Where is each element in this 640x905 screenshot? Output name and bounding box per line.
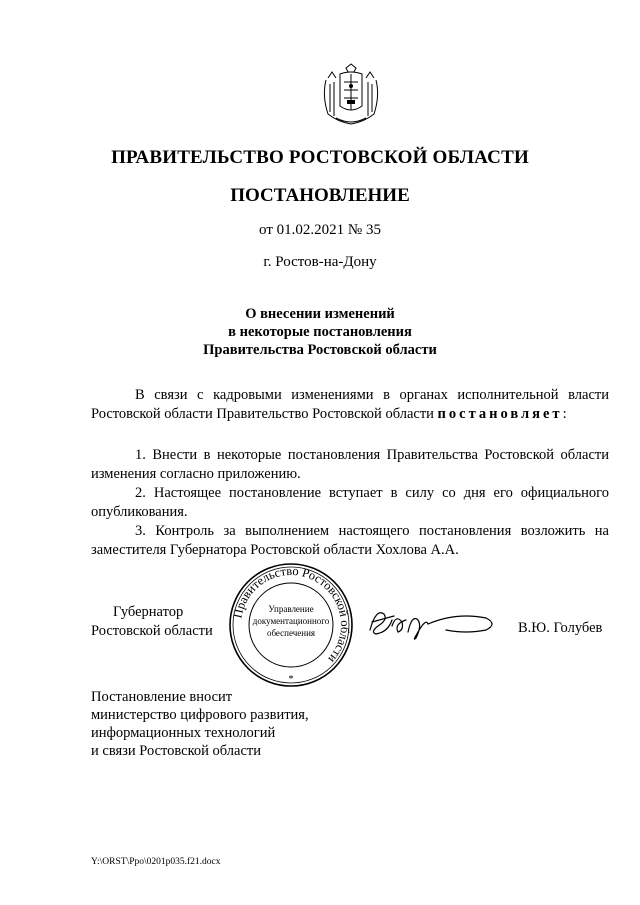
subject-line-3: Правительства Ростовской области (203, 342, 437, 358)
resolution-items (91, 446, 609, 560)
preamble-verb: постановляет (437, 406, 563, 422)
note-line-4: и связи Ростовской области (91, 743, 262, 759)
note-line-1: Постановление вносит (91, 689, 233, 705)
handwritten-signature (366, 602, 498, 642)
resolution-item: 1. Внести в некоторые постановления Правительства Ростовской области изменения согласно приложению. (91, 447, 609, 482)
signatory-name: В.Ю. Голубев (518, 620, 603, 636)
document-type: ПОСТАНОВЛЕНИЕ (230, 185, 410, 206)
seal-line-1: Управление (268, 604, 314, 614)
subject-line-1: О внесении изменений (245, 306, 395, 322)
seal-ring-text: Правительство Ростовской области (230, 563, 353, 666)
organization-title: ПРАВИТЕЛЬСТВО РОСТОВСКОЙ ОБЛАСТИ (111, 147, 529, 168)
resolution-item: 2. Настоящее постановление вступает в силу со дня его официального опубликования. (91, 485, 609, 520)
resolution-item: 3. Контроль за выполнением настоящего постановления возложить на заместителя Губернатора Ростовской области Хохлова А.А. (91, 523, 609, 558)
coat-of-arms-icon (318, 62, 384, 128)
subject-line-2: в некоторые постановления (228, 324, 412, 340)
seal-line-3: обеспечения (266, 628, 316, 638)
note-line-3: информационных технологий (91, 725, 276, 741)
preamble-paragraph (91, 386, 609, 424)
official-seal-icon (228, 562, 354, 688)
city-line: г. Ростов-на-Дону (263, 254, 377, 270)
submitter-note (91, 688, 309, 760)
date-number-line: от 01.02.2021 № 35 (259, 222, 381, 238)
preamble-end: : (562, 406, 567, 422)
preamble-text: В связи с кадровыми изменениями в органах исполнительной власти Ростовской области Правительство Ростовской области (91, 387, 609, 422)
document-subject (0, 305, 640, 359)
signatory-position-line-1: Губернатор (113, 604, 184, 620)
seal-line-2: документационного (252, 616, 330, 626)
note-line-2: министерство цифрового развития, (91, 707, 309, 723)
signatory-position (91, 603, 213, 641)
seal-star: * (288, 674, 294, 685)
signatory-position-line-2: Ростовской области (91, 623, 213, 639)
file-path-footer: Y:\ORST\Ppo\0201p035.f21.docx (91, 857, 221, 867)
